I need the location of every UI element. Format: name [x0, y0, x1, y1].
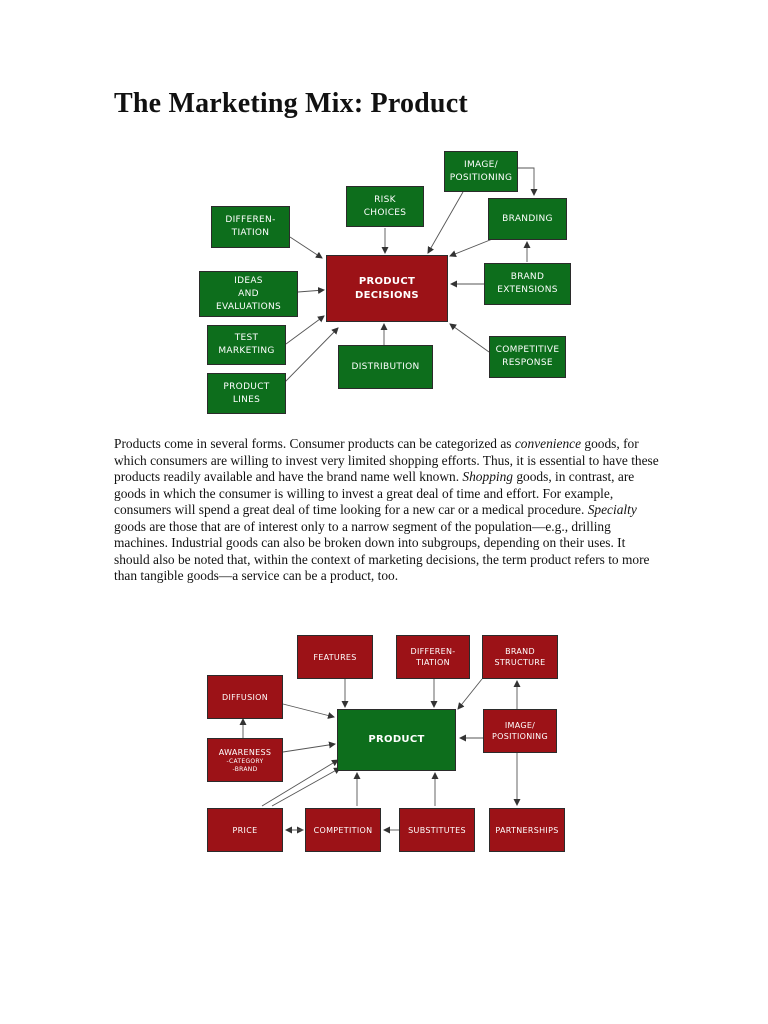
paragraph-emphasis-specialty: Specialty [587, 502, 637, 517]
paragraph-text-1: Products come in several forms. Consumer products can be categorized as [114, 436, 515, 451]
box-differentiation-2: DIFFEREN- TIATION [396, 635, 470, 679]
awareness-category-label: -CATEGORY [226, 757, 264, 765]
box-brand-structure: BRAND STRUCTURE [482, 635, 558, 679]
box-competition: COMPETITION [305, 808, 381, 852]
box-risk-choices: RISK CHOICES [346, 186, 424, 227]
box-image-positioning: IMAGE/ POSITIONING [444, 151, 518, 192]
paragraph-emphasis-shopping: Shopping [462, 469, 513, 484]
box-test-marketing: TEST MARKETING [207, 325, 286, 365]
box-ideas-evaluations: IDEAS AND EVALUATIONS [199, 271, 298, 317]
box-image-positioning-2: IMAGE/ POSITIONING [483, 709, 557, 753]
box-features: FEATURES [297, 635, 373, 679]
awareness-brand-label: -BRAND [232, 765, 258, 773]
box-competitive-response: COMPETITIVE RESPONSE [489, 336, 566, 378]
box-differentiation: DIFFEREN- TIATION [211, 206, 290, 248]
page-title: The Marketing Mix: Product [114, 88, 468, 119]
box-product-lines: PRODUCT LINES [207, 373, 286, 414]
box-diffusion: DIFFUSION [207, 675, 283, 719]
awareness-label: AWARENESS [218, 747, 272, 757]
box-substitutes: SUBSTITUTES [399, 808, 475, 852]
box-product-decisions: PRODUCT DECISIONS [326, 255, 448, 322]
box-brand-extensions: BRAND EXTENSIONS [484, 263, 571, 305]
paragraph-text-4: goods are those that are of interest only to a narrow segment of the population—e.g., drilling machines. Industrial goods can also be broken down into subgroups, depending on their uses. It should also be noted that, within the context of marketing decisions, the term product refers to more than tangible goods—a service can be a product, too. [114, 518, 650, 583]
paragraph-emphasis-convenience: convenience [514, 436, 582, 451]
box-product: PRODUCT [337, 709, 456, 771]
box-branding: BRANDING [488, 198, 567, 240]
box-partnerships: PARTNERSHIPS [489, 808, 565, 852]
box-distribution: DISTRIBUTION [338, 345, 433, 389]
box-price: PRICE [207, 808, 283, 852]
paragraph-text-3: goods, in contrast, are goods in which the consumer is willing to invest a great deal of time and effort. For example, consumers will spend a great deal of time looking for a new car or a medical procedure. [114, 469, 635, 517]
paragraph-text-2: goods, for which consumers are willing to invest very limited shopping efforts. Thus, it is essential to have these products readily available and have the brand name well known. [114, 436, 659, 484]
box-awareness [207, 738, 283, 782]
